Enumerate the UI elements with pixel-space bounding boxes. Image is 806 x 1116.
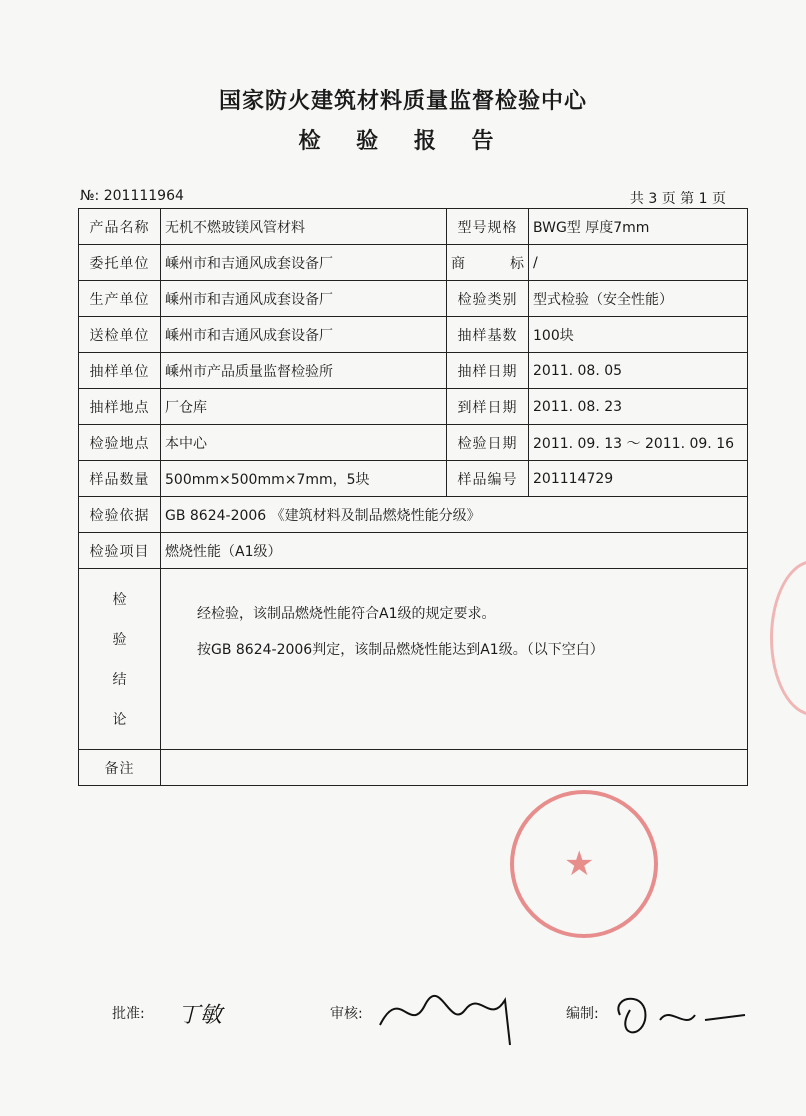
table-row — [79, 425, 748, 461]
field-value: 100块 — [529, 317, 748, 353]
conclusion-label-char: 检 — [112, 592, 127, 608]
field-value: 无机不燃玻镁风管材料 — [161, 209, 447, 245]
compile-label: 编制: — [566, 1006, 599, 1022]
compile-signature — [605, 985, 755, 1045]
field-label: 型号规格 — [447, 209, 529, 245]
field-label: 抽样日期 — [447, 353, 529, 389]
org-title: 国家防火建筑材料质量监督检验中心 — [218, 89, 587, 114]
table-row — [79, 317, 748, 353]
report-number: №: 201111964 — [80, 188, 184, 204]
review-signature — [370, 975, 530, 1055]
field-value: BWG型 厚度7mm — [529, 209, 748, 245]
page-info: 共 3 页 第 1 页 — [629, 191, 726, 207]
conclusion-line-1: 经检验，该制品燃烧性能符合A1级的规定要求。 — [197, 606, 496, 622]
report-table — [78, 208, 748, 786]
field-label: 抽样单位 — [79, 353, 161, 389]
field-label: 抽样地点 — [79, 389, 161, 425]
review-label: 审核: — [330, 1006, 363, 1022]
field-label: 样品数量 — [79, 461, 161, 497]
field-label: 到样日期 — [447, 389, 529, 425]
table-row — [79, 389, 748, 425]
table-row — [79, 209, 748, 245]
items-label: 检验项目 — [79, 533, 161, 569]
basis-label: 检验依据 — [79, 497, 161, 533]
field-label: 产品名称 — [79, 209, 161, 245]
table-row — [79, 245, 748, 281]
field-label: 生产单位 — [79, 281, 161, 317]
table-row — [79, 533, 748, 569]
field-value: 厂仓库 — [161, 389, 447, 425]
table-row — [79, 461, 748, 497]
side-seal-stamp — [770, 560, 806, 716]
conclusion-line-2: 按GB 8624-2006判定，该制品燃烧性能达到A1级。（以下空白） — [197, 642, 604, 658]
field-label: 商 标 — [447, 245, 529, 281]
field-value: 嵊州市产品质量监督检验所 — [161, 353, 447, 389]
approve-label: 批准: — [112, 1006, 145, 1022]
field-value: 2011. 08. 23 — [529, 389, 748, 425]
conclusion-label — [79, 569, 161, 750]
remarks-row — [79, 750, 748, 786]
remarks-value — [161, 750, 748, 786]
conclusion-row — [79, 569, 748, 750]
table-row — [79, 281, 748, 317]
report-title: 检 验 报 告 — [298, 129, 508, 154]
basis-value: GB 8624-2006 《建筑材料及制品燃烧性能分级》 — [161, 497, 748, 533]
field-value: / — [529, 245, 748, 281]
field-label: 检验类别 — [447, 281, 529, 317]
conclusion-label-char: 结 — [112, 672, 127, 688]
star-icon: ★ — [564, 844, 595, 884]
field-label: 检验日期 — [447, 425, 529, 461]
official-seal — [510, 790, 658, 938]
conclusion-content — [161, 569, 748, 750]
field-label: 送检单位 — [79, 317, 161, 353]
field-label: 检验地点 — [79, 425, 161, 461]
conclusion-label-char: 验 — [112, 632, 127, 648]
field-label: 委托单位 — [79, 245, 161, 281]
field-value: 2011. 08. 05 — [529, 353, 748, 389]
conclusion-label-char: 论 — [112, 712, 127, 728]
remarks-label: 备注 — [79, 750, 161, 786]
field-value: 2011. 09. 13 ～ 2011. 09. 16 — [529, 425, 748, 461]
field-label: 样品编号 — [447, 461, 529, 497]
field-value: 500mm×500mm×7mm，5块 — [161, 461, 447, 497]
field-value: 嵊州市和吉通风成套设备厂 — [161, 281, 447, 317]
table-row — [79, 353, 748, 389]
table-row — [79, 497, 748, 533]
field-value: 嵊州市和吉通风成套设备厂 — [161, 317, 447, 353]
items-value: 燃烧性能（A1级） — [161, 533, 748, 569]
field-value: 201114729 — [529, 461, 748, 497]
field-value: 嵊州市和吉通风成套设备厂 — [161, 245, 447, 281]
approve-signature: 丁敏 — [178, 1003, 223, 1028]
field-value: 本中心 — [161, 425, 447, 461]
field-value: 型式检验（安全性能） — [529, 281, 748, 317]
field-label: 抽样基数 — [447, 317, 529, 353]
